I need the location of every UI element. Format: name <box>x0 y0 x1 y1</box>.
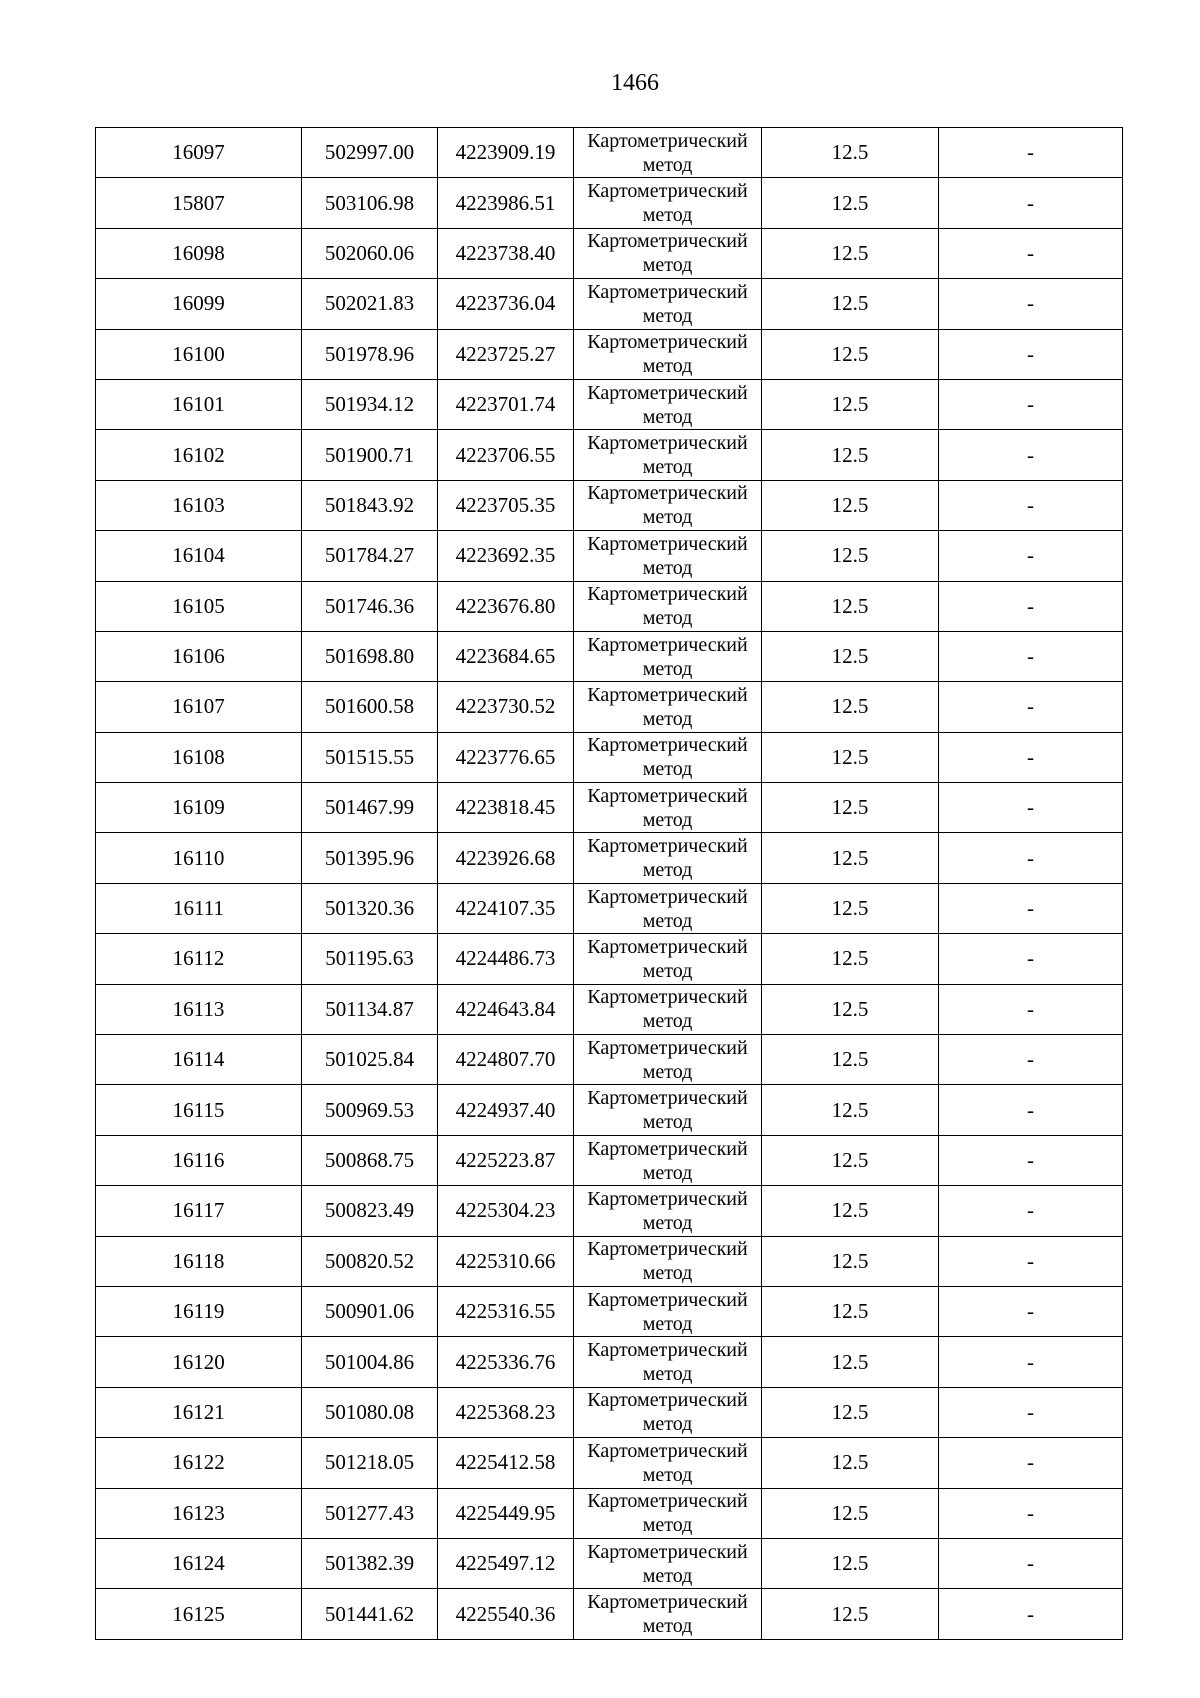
method-line-2: метод <box>642 1564 693 1587</box>
method-line-1: Картометрический <box>587 1288 748 1311</box>
accuracy-cell: 12.5 <box>762 682 939 732</box>
method-cell <box>574 1186 762 1236</box>
y-coordinate-cell: 4223684.65 <box>438 631 574 681</box>
x-coordinate-cell: 501395.96 <box>302 833 438 883</box>
y-coordinate-cell: 4223818.45 <box>438 783 574 833</box>
method-cell <box>574 178 762 228</box>
y-coordinate-cell: 4225412.58 <box>438 1438 574 1488</box>
table-row <box>96 228 1123 278</box>
method-cell <box>574 883 762 933</box>
x-coordinate-cell: 501080.08 <box>302 1387 438 1437</box>
note-cell: - <box>939 783 1123 833</box>
accuracy-cell: 12.5 <box>762 1337 939 1387</box>
method-line-1: Картометрический <box>587 935 748 958</box>
table-row <box>96 631 1123 681</box>
point-number-cell: 16103 <box>96 480 302 530</box>
method-cell <box>574 1085 762 1135</box>
x-coordinate-cell: 501277.43 <box>302 1488 438 1538</box>
note-cell: - <box>939 531 1123 581</box>
y-coordinate-cell: 4225540.36 <box>438 1589 574 1639</box>
point-number-cell: 16106 <box>96 631 302 681</box>
y-coordinate-cell: 4225497.12 <box>438 1538 574 1588</box>
table-row <box>96 682 1123 732</box>
method-line-1: Картометрический <box>587 381 748 404</box>
accuracy-cell: 12.5 <box>762 1236 939 1286</box>
point-number-cell: 16118 <box>96 1236 302 1286</box>
accuracy-cell: 12.5 <box>762 1589 939 1639</box>
point-number-cell: 16124 <box>96 1538 302 1588</box>
method-line-2: метод <box>642 304 693 327</box>
method-line-1: Картометрический <box>587 1238 748 1261</box>
y-coordinate-cell: 4223705.35 <box>438 480 574 530</box>
accuracy-cell: 12.5 <box>762 1438 939 1488</box>
accuracy-cell: 12.5 <box>762 128 939 178</box>
table-row <box>96 984 1123 1034</box>
note-cell: - <box>939 1438 1123 1488</box>
y-coordinate-cell: 4223706.55 <box>438 430 574 480</box>
y-coordinate-cell: 4225223.87 <box>438 1135 574 1185</box>
method-line-1: Картометрический <box>587 1137 748 1160</box>
note-cell: - <box>939 480 1123 530</box>
table-row <box>96 329 1123 379</box>
y-coordinate-cell: 4223776.65 <box>438 732 574 782</box>
method-line-1: Картометрический <box>587 482 748 505</box>
note-cell: - <box>939 379 1123 429</box>
note-cell: - <box>939 1236 1123 1286</box>
method-line-1: Картометрический <box>587 885 748 908</box>
method-line-1: Картометрический <box>587 835 748 858</box>
y-coordinate-cell: 4224807.70 <box>438 1035 574 1085</box>
method-cell <box>574 783 762 833</box>
method-cell <box>574 732 762 782</box>
point-number-cell: 16107 <box>96 682 302 732</box>
method-line-2: метод <box>642 1161 693 1184</box>
method-line-2: метод <box>642 355 693 378</box>
y-coordinate-cell: 4223692.35 <box>438 531 574 581</box>
accuracy-cell: 12.5 <box>762 1488 939 1538</box>
point-number-cell: 16110 <box>96 833 302 883</box>
y-coordinate-cell: 4224643.84 <box>438 984 574 1034</box>
note-cell: - <box>939 178 1123 228</box>
method-line-2: метод <box>642 607 693 630</box>
note-cell: - <box>939 833 1123 883</box>
x-coordinate-cell: 501320.36 <box>302 883 438 933</box>
note-cell: - <box>939 1387 1123 1437</box>
method-cell <box>574 379 762 429</box>
table-row <box>96 1488 1123 1538</box>
note-cell: - <box>939 1286 1123 1336</box>
accuracy-cell: 12.5 <box>762 581 939 631</box>
point-number-cell: 16122 <box>96 1438 302 1488</box>
accuracy-cell: 12.5 <box>762 883 939 933</box>
y-coordinate-cell: 4223730.52 <box>438 682 574 732</box>
note-cell: - <box>939 430 1123 480</box>
method-line-2: метод <box>642 556 693 579</box>
x-coordinate-cell: 500868.75 <box>302 1135 438 1185</box>
table-row <box>96 531 1123 581</box>
table-row <box>96 480 1123 530</box>
method-cell <box>574 631 762 681</box>
table-row <box>96 1538 1123 1588</box>
method-cell <box>574 128 762 178</box>
y-coordinate-cell: 4224937.40 <box>438 1085 574 1135</box>
accuracy-cell: 12.5 <box>762 329 939 379</box>
method-cell <box>574 1488 762 1538</box>
point-number-cell: 16108 <box>96 732 302 782</box>
x-coordinate-cell: 501467.99 <box>302 783 438 833</box>
method-line-1: Картометрический <box>587 633 748 656</box>
y-coordinate-cell: 4225368.23 <box>438 1387 574 1437</box>
x-coordinate-cell: 500901.06 <box>302 1286 438 1336</box>
page-number: 1466 <box>611 70 659 96</box>
x-coordinate-cell: 500969.53 <box>302 1085 438 1135</box>
method-line-1: Картометрический <box>587 1087 748 1110</box>
y-coordinate-cell: 4224107.35 <box>438 883 574 933</box>
method-line-1: Картометрический <box>587 583 748 606</box>
point-number-cell: 16119 <box>96 1286 302 1336</box>
table-row <box>96 279 1123 329</box>
coordinates-table <box>95 127 1123 1640</box>
method-line-1: Картометрический <box>587 734 748 757</box>
method-cell <box>574 1135 762 1185</box>
accuracy-cell: 12.5 <box>762 1186 939 1236</box>
point-number-cell: 16102 <box>96 430 302 480</box>
y-coordinate-cell: 4225310.66 <box>438 1236 574 1286</box>
x-coordinate-cell: 501978.96 <box>302 329 438 379</box>
table-body <box>96 128 1123 1640</box>
table-row <box>96 783 1123 833</box>
accuracy-cell: 12.5 <box>762 1135 939 1185</box>
y-coordinate-cell: 4223986.51 <box>438 178 574 228</box>
point-number-cell: 16099 <box>96 279 302 329</box>
x-coordinate-cell: 501441.62 <box>302 1589 438 1639</box>
method-line-1: Картометрический <box>587 230 748 253</box>
note-cell: - <box>939 934 1123 984</box>
method-line-2: метод <box>642 1060 693 1083</box>
method-line-2: метод <box>642 1363 693 1386</box>
note-cell: - <box>939 1337 1123 1387</box>
x-coordinate-cell: 502997.00 <box>302 128 438 178</box>
accuracy-cell: 12.5 <box>762 984 939 1034</box>
method-cell <box>574 1589 762 1639</box>
accuracy-cell: 12.5 <box>762 480 939 530</box>
method-line-2: метод <box>642 506 693 529</box>
method-cell <box>574 1337 762 1387</box>
table-row <box>96 934 1123 984</box>
method-line-1: Картометрический <box>587 432 748 455</box>
table-row <box>96 1337 1123 1387</box>
x-coordinate-cell: 501746.36 <box>302 581 438 631</box>
accuracy-cell: 12.5 <box>762 934 939 984</box>
point-number-cell: 16105 <box>96 581 302 631</box>
note-cell: - <box>939 1135 1123 1185</box>
y-coordinate-cell: 4224486.73 <box>438 934 574 984</box>
accuracy-cell: 12.5 <box>762 1286 939 1336</box>
method-line-1: Картометрический <box>587 1591 748 1614</box>
y-coordinate-cell: 4225449.95 <box>438 1488 574 1538</box>
method-cell <box>574 682 762 732</box>
method-line-2: метод <box>642 1514 693 1537</box>
method-cell <box>574 1236 762 1286</box>
table-row <box>96 128 1123 178</box>
y-coordinate-cell: 4223736.04 <box>438 279 574 329</box>
method-line-1: Картометрический <box>587 986 748 1009</box>
method-line-1: Картометрический <box>587 784 748 807</box>
method-cell <box>574 984 762 1034</box>
x-coordinate-cell: 501698.80 <box>302 631 438 681</box>
method-cell <box>574 1286 762 1336</box>
method-line-2: метод <box>642 1413 693 1436</box>
note-cell: - <box>939 984 1123 1034</box>
x-coordinate-cell: 501784.27 <box>302 531 438 581</box>
method-line-1: Картометрический <box>587 1036 748 1059</box>
method-line-2: метод <box>642 1615 693 1638</box>
x-coordinate-cell: 501600.58 <box>302 682 438 732</box>
note-cell: - <box>939 279 1123 329</box>
x-coordinate-cell: 501195.63 <box>302 934 438 984</box>
accuracy-cell: 12.5 <box>762 1387 939 1437</box>
method-cell <box>574 934 762 984</box>
accuracy-cell: 12.5 <box>762 178 939 228</box>
method-line-2: метод <box>642 1111 693 1134</box>
method-line-2: метод <box>642 153 693 176</box>
table-row <box>96 178 1123 228</box>
point-number-cell: 16097 <box>96 128 302 178</box>
y-coordinate-cell: 4223701.74 <box>438 379 574 429</box>
method-line-2: метод <box>642 405 693 428</box>
method-line-2: метод <box>642 657 693 680</box>
method-cell <box>574 1387 762 1437</box>
y-coordinate-cell: 4223909.19 <box>438 128 574 178</box>
y-coordinate-cell: 4223926.68 <box>438 833 574 883</box>
point-number-cell: 16114 <box>96 1035 302 1085</box>
method-cell <box>574 430 762 480</box>
x-coordinate-cell: 500823.49 <box>302 1186 438 1236</box>
x-coordinate-cell: 501934.12 <box>302 379 438 429</box>
table-row <box>96 1186 1123 1236</box>
table-row <box>96 1035 1123 1085</box>
note-cell: - <box>939 883 1123 933</box>
x-coordinate-cell: 501025.84 <box>302 1035 438 1085</box>
x-coordinate-cell: 501382.39 <box>302 1538 438 1588</box>
table-row <box>96 1438 1123 1488</box>
method-line-2: метод <box>642 1211 693 1234</box>
x-coordinate-cell: 502021.83 <box>302 279 438 329</box>
method-line-2: метод <box>642 1312 693 1335</box>
note-cell: - <box>939 1186 1123 1236</box>
point-number-cell: 16098 <box>96 228 302 278</box>
method-line-2: метод <box>642 758 693 781</box>
method-line-1: Картометрический <box>587 1540 748 1563</box>
x-coordinate-cell: 502060.06 <box>302 228 438 278</box>
x-coordinate-cell: 503106.98 <box>302 178 438 228</box>
table-row <box>96 1286 1123 1336</box>
table-row <box>96 883 1123 933</box>
method-cell <box>574 1538 762 1588</box>
table-row <box>96 1387 1123 1437</box>
note-cell: - <box>939 581 1123 631</box>
method-cell <box>574 279 762 329</box>
note-cell: - <box>939 1589 1123 1639</box>
note-cell: - <box>939 228 1123 278</box>
x-coordinate-cell: 501134.87 <box>302 984 438 1034</box>
method-cell <box>574 1035 762 1085</box>
point-number-cell: 16117 <box>96 1186 302 1236</box>
point-number-cell: 15807 <box>96 178 302 228</box>
note-cell: - <box>939 732 1123 782</box>
accuracy-cell: 12.5 <box>762 430 939 480</box>
y-coordinate-cell: 4225336.76 <box>438 1337 574 1387</box>
method-line-2: метод <box>642 707 693 730</box>
point-number-cell: 16120 <box>96 1337 302 1387</box>
method-line-1: Картометрический <box>587 1389 748 1412</box>
method-line-2: метод <box>642 808 693 831</box>
y-coordinate-cell: 4225304.23 <box>438 1186 574 1236</box>
method-line-2: метод <box>642 254 693 277</box>
y-coordinate-cell: 4225316.55 <box>438 1286 574 1336</box>
method-line-1: Картометрический <box>587 1339 748 1362</box>
method-line-1: Картометрический <box>587 129 748 152</box>
method-line-2: метод <box>642 1463 693 1486</box>
x-coordinate-cell: 500820.52 <box>302 1236 438 1286</box>
method-line-1: Картометрический <box>587 532 748 555</box>
table-row <box>96 1085 1123 1135</box>
method-line-1: Картометрический <box>587 1187 748 1210</box>
point-number-cell: 16113 <box>96 984 302 1034</box>
y-coordinate-cell: 4223738.40 <box>438 228 574 278</box>
y-coordinate-cell: 4223725.27 <box>438 329 574 379</box>
method-cell <box>574 329 762 379</box>
method-line-2: метод <box>642 909 693 932</box>
accuracy-cell: 12.5 <box>762 279 939 329</box>
point-number-cell: 16100 <box>96 329 302 379</box>
x-coordinate-cell: 501218.05 <box>302 1438 438 1488</box>
method-line-1: Картометрический <box>587 331 748 354</box>
method-line-1: Картометрический <box>587 180 748 203</box>
table-row <box>96 1589 1123 1639</box>
accuracy-cell: 12.5 <box>762 228 939 278</box>
method-cell <box>574 531 762 581</box>
x-coordinate-cell: 501843.92 <box>302 480 438 530</box>
accuracy-cell: 12.5 <box>762 783 939 833</box>
point-number-cell: 16101 <box>96 379 302 429</box>
note-cell: - <box>939 682 1123 732</box>
method-cell <box>574 480 762 530</box>
point-number-cell: 16123 <box>96 1488 302 1538</box>
accuracy-cell: 12.5 <box>762 1035 939 1085</box>
accuracy-cell: 12.5 <box>762 631 939 681</box>
accuracy-cell: 12.5 <box>762 1538 939 1588</box>
table-row <box>96 833 1123 883</box>
method-line-2: метод <box>642 1010 693 1033</box>
point-number-cell: 16125 <box>96 1589 302 1639</box>
table-row <box>96 1135 1123 1185</box>
method-line-1: Картометрический <box>587 280 748 303</box>
note-cell: - <box>939 128 1123 178</box>
method-line-1: Картометрический <box>587 1439 748 1462</box>
point-number-cell: 16109 <box>96 783 302 833</box>
point-number-cell: 16104 <box>96 531 302 581</box>
method-line-1: Картометрический <box>587 1490 748 1513</box>
method-cell <box>574 228 762 278</box>
point-number-cell: 16115 <box>96 1085 302 1135</box>
note-cell: - <box>939 329 1123 379</box>
note-cell: - <box>939 1085 1123 1135</box>
method-cell <box>574 581 762 631</box>
method-cell <box>574 1438 762 1488</box>
point-number-cell: 16121 <box>96 1387 302 1437</box>
point-number-cell: 16112 <box>96 934 302 984</box>
table-row <box>96 1236 1123 1286</box>
x-coordinate-cell: 501900.71 <box>302 430 438 480</box>
x-coordinate-cell: 501515.55 <box>302 732 438 782</box>
y-coordinate-cell: 4223676.80 <box>438 581 574 631</box>
accuracy-cell: 12.5 <box>762 531 939 581</box>
method-line-2: метод <box>642 204 693 227</box>
note-cell: - <box>939 1035 1123 1085</box>
table-row <box>96 430 1123 480</box>
point-number-cell: 16116 <box>96 1135 302 1185</box>
method-line-2: метод <box>642 456 693 479</box>
method-line-2: метод <box>642 1262 693 1285</box>
point-number-cell: 16111 <box>96 883 302 933</box>
method-cell <box>574 833 762 883</box>
x-coordinate-cell: 501004.86 <box>302 1337 438 1387</box>
accuracy-cell: 12.5 <box>762 732 939 782</box>
table-row <box>96 732 1123 782</box>
note-cell: - <box>939 1538 1123 1588</box>
note-cell: - <box>939 631 1123 681</box>
method-line-2: метод <box>642 959 693 982</box>
accuracy-cell: 12.5 <box>762 1085 939 1135</box>
table-row <box>96 379 1123 429</box>
method-line-2: метод <box>642 859 693 882</box>
table-row <box>96 581 1123 631</box>
method-line-1: Картометрический <box>587 683 748 706</box>
accuracy-cell: 12.5 <box>762 379 939 429</box>
note-cell: - <box>939 1488 1123 1538</box>
accuracy-cell: 12.5 <box>762 833 939 883</box>
